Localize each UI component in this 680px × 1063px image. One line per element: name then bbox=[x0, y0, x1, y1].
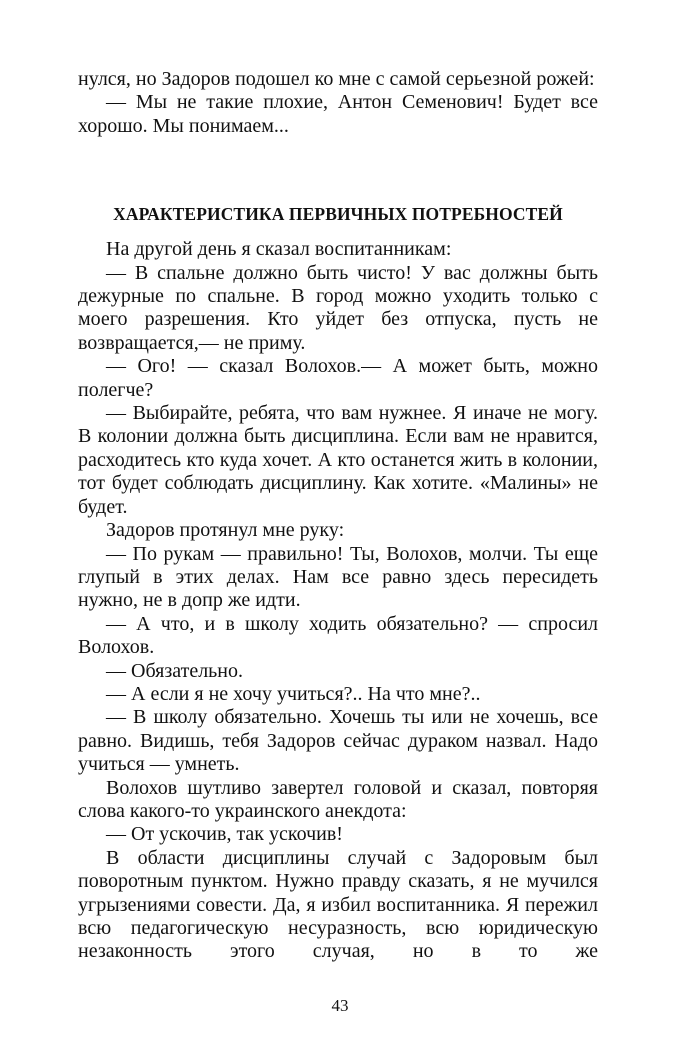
paragraph-dialogue: — В школу обязательно. Хочешь ты или не хочешь, все равно. Видишь, тебя Задоров сейчас дураком назвал. Надо учиться — умнеть. bbox=[78, 706, 598, 776]
paragraph-dialogue: — Обязательно. bbox=[106, 659, 244, 682]
paragraph: В области дисциплины случай с Задоровым был поворотным пунктом. Нужно правду сказать, я не мучился угрызениями совести. Да, я избил воспитанника. Я пережил всю педагогическую несуразность, всю юридическую незаконность этого случая, но в то же bbox=[78, 846, 598, 963]
page-body bbox=[78, 68, 598, 964]
paragraph-dialogue: — А что, и в школу ходить обязательно? — спросил Волохов. bbox=[78, 612, 598, 659]
paragraph-dialogue: — А если я не хочу учиться?.. На что мне?.. bbox=[106, 682, 481, 705]
paragraph-dialogue: — В спальне должно быть чисто! У вас должны быть дежурные по спальне. В город можно уходить только с моего разрешения. Кто уйдет без отпуска, пусть не возвращается,— не приму. bbox=[78, 261, 598, 354]
section-title: ХАРАКТЕРИСТИКА ПЕРВИЧНЫХ ПОТРЕБНОСТЕЙ bbox=[113, 204, 563, 225]
paragraph-continuation: нулся, но Задоров подошел ко мне с самой серьезной рожей: bbox=[78, 68, 595, 90]
paragraph-dialogue: — По рукам — правильно! Ты, Волохов, молчи. Ты еще глупый в этих делах. Нам все равно здесь пересидеть нужно, не в допр же идти. bbox=[78, 542, 598, 612]
page-number: 43 bbox=[331, 996, 349, 1015]
paragraph: На другой день я сказал воспитанникам: bbox=[106, 238, 452, 261]
paragraph: Задоров протянул мне руку: bbox=[106, 519, 345, 542]
paragraph-dialogue: — Выбирайте, ребята, что вам нужнее. Я иначе не могу. В колонии должна быть дисциплина. Если вам не нравится, расходитесь кто куда хочет. А кто останется жить в колонии, тот будет соблюдать дисциплину. Как хотите. «Малины» не будет. bbox=[78, 402, 598, 518]
paragraph-dialogue: — Мы не такие плохие, Антон Семенович! Будет все хорошо. Мы понимаем... bbox=[78, 91, 598, 137]
paragraph: Волохов шутливо завертел головой и сказал, повторяя слова какого-то украинского анекдота: bbox=[78, 776, 598, 822]
paragraph-dialogue: — Ого! — сказал Волохов.— А может быть, можно полегче? bbox=[78, 355, 598, 401]
paragraph-dialogue: — От ускочив, так ускочив! bbox=[106, 823, 343, 846]
